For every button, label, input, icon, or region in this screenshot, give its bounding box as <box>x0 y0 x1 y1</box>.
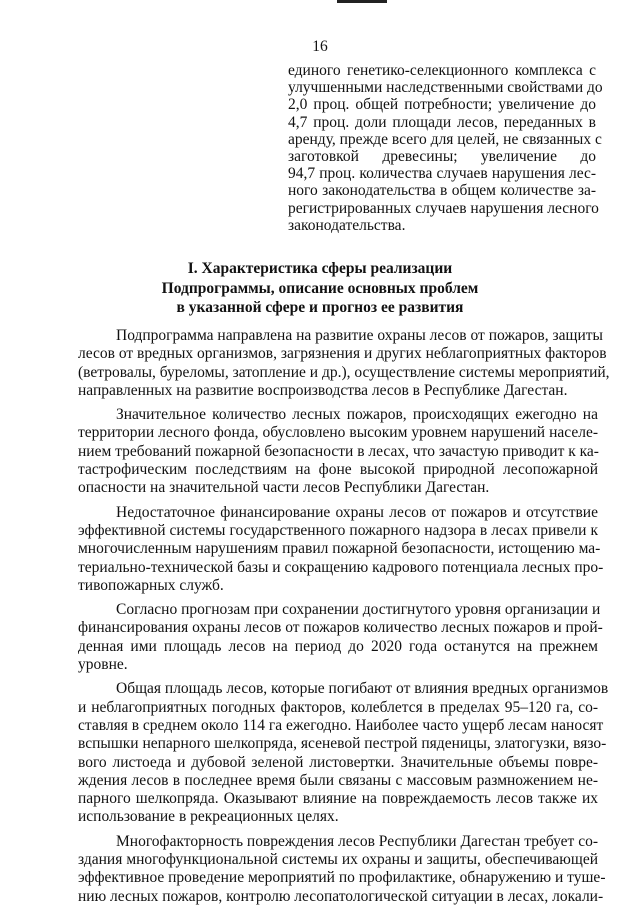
paragraph-line: нию лесных пожаров, контролю лесопатологической ситуации в лесах, локали- <box>78 887 604 905</box>
scan-edge-mark <box>337 0 387 3</box>
paragraph-line: Подпрограмма направлена на развитие охраны лесов от пожаров, защиты <box>116 327 603 344</box>
paragraph-line: Согласно прогнозам при сохранении достигнутого уровня организации и <box>116 601 601 619</box>
paragraph <box>78 406 598 497</box>
paragraph-line: направленных на развитие воспроизводства лесов в Республике Дагестан. <box>78 381 568 399</box>
continuation-line: ного законодательства в общем количестве за- <box>288 182 596 200</box>
body-text <box>78 327 610 912</box>
paragraph-line: многочисленным нарушениям правил пожарной безопасности, истощению ма- <box>78 540 601 558</box>
continuation-line: 94,7 проц. количества случаев нарушения лес- <box>288 165 596 183</box>
continuation-text <box>288 62 603 234</box>
paragraph-line: нием требований пожарной безопасности в лесах, что зачастую приводит к ка- <box>78 442 599 460</box>
continuation-line: 2,0 проц. общей потребности; увеличение до <box>288 96 596 114</box>
paragraph <box>78 503 604 595</box>
paragraph-line: вого листоеда и дубовой зеленой листовертки. Значительные объемы повре- <box>78 753 598 771</box>
continuation-line: единого генетико-селекционного комплекса с <box>288 62 596 79</box>
continuation-line: заготовкой древесины; увеличение до <box>288 148 596 166</box>
paragraph-line: ставляя в среднем около 114 га ежегодно. Наиболее часто ущерб лесам наносят <box>78 716 604 734</box>
paragraph-line: Многофакторность повреждения лесов Республики Дагестан требует со- <box>116 832 598 850</box>
paragraph-line: финансирования охраны лесов от пожаров количество лесных пожаров и прой- <box>78 619 603 637</box>
section-heading-line: Подпрограммы, описание основных проблем <box>161 279 479 297</box>
paragraph-line: (ветровалы, буреломы, затопление и др.), осуществление системы мероприятий, <box>78 363 610 381</box>
continuation-line: регистрированных случаев нарушения лесного <box>288 199 599 217</box>
paragraph-line: территории лесного фонда, обусловлено высоким уровнем нарушений населе- <box>78 424 598 442</box>
paragraph-line: уровне. <box>78 656 128 674</box>
paragraph-line: использование в рекреационных целях. <box>78 808 339 826</box>
paragraph-line: здания многофункциональной системы их охраны и защиты, обеспечивающей <box>78 851 598 869</box>
page-number: 16 <box>312 38 328 55</box>
paragraph <box>78 327 610 400</box>
paragraph-line: и неблагоприятных погодных факторов, колеблется в пределах 95–120 га, со- <box>78 698 598 716</box>
paragraph-line: ждения лесов в последнее время были связаны с массовым размножением не- <box>78 771 598 789</box>
paragraph-line: вспышки непарного шелкопряда, ясеневой пестрой пяденицы, златогузки, вязо- <box>78 735 607 753</box>
paragraph-line: парного шелкопряда. Оказывают влияние на повреждаемость лесов также их <box>78 790 598 808</box>
paragraph-line: тивопожарных служб. <box>78 576 224 594</box>
paragraph-line: эффективной системы государственного пожарного надзора в лесах привели к <box>78 521 598 539</box>
paragraph-line: эффективное проведение мероприятий по профилактике, обнаружению и туше- <box>78 869 606 887</box>
section-heading <box>60 259 580 318</box>
paragraph-line: Значительное количество лесных пожаров, происходящих ежегодно на <box>116 406 598 424</box>
paragraph-line: тастрофическим последствиям на фоне высокой природной лесопожарной <box>78 461 598 479</box>
paragraph-line: опасности на значительной части лесов Республики Дагестан. <box>78 479 490 497</box>
paragraph-line: Общая площадь лесов, которые погибают от влияния вредных организмов <box>116 680 609 698</box>
continuation-line: законодательства. <box>288 216 406 234</box>
continuation-line: улучшенными наследственными свойствами до <box>288 79 603 97</box>
paragraph <box>78 832 606 906</box>
section-heading-line: в указанной сфере и прогноз ее развития <box>176 299 464 316</box>
paragraph-line: териально-технической базы и сокращению кадрового потенциала лесных про- <box>78 558 604 576</box>
continuation-line: 4,7 проц. доли площади лесов, переданных в <box>288 113 596 131</box>
paragraph <box>78 680 609 826</box>
paragraph-line: лесов от вредных организмов, загрязнения и других неблагоприятных факторов <box>78 345 607 363</box>
continuation-line: аренду, прежде всего для целей, не связанных с <box>288 130 602 148</box>
section-heading-line: I. Характеристика сферы реализации <box>187 260 453 277</box>
paragraph <box>78 601 603 674</box>
paragraph-line: Недостаточное финансирование охраны лесов от пожаров и отсутствие <box>116 503 598 521</box>
paragraph-line: денная ими площадь лесов на период до 2020 года останутся на прежнем <box>78 637 598 655</box>
